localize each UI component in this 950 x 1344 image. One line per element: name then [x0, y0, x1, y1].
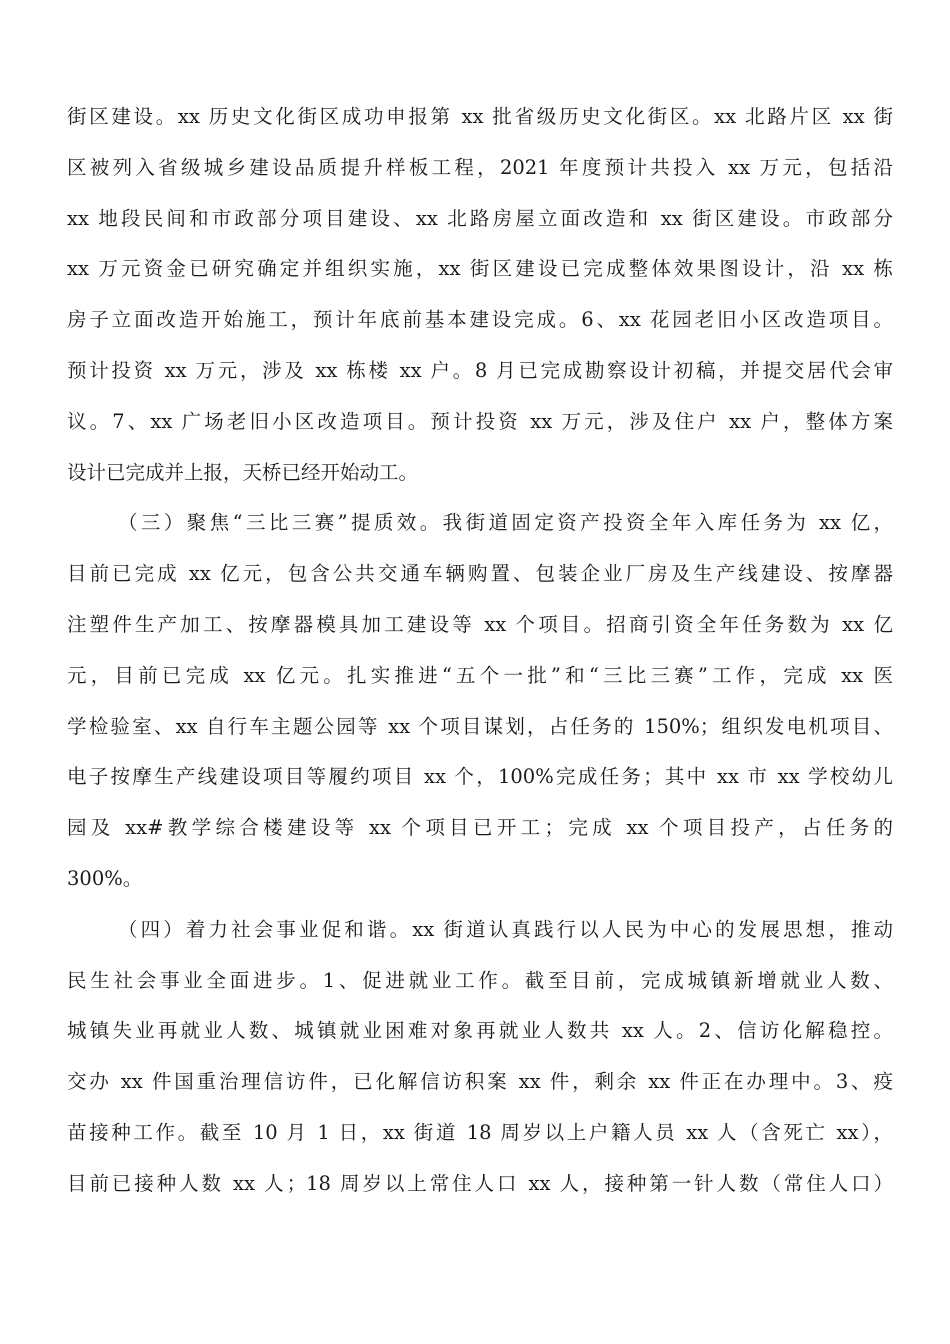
document-body — [67, 92, 893, 1210]
text-line: xx 万元资金已研究确定并组织实施，xx 街区建设已完成整体效果图设计，沿 xx 栋 — [67, 257, 893, 281]
text-line: 城镇失业再就业人数、城镇就业困难对象再就业人数共 xx 人。2、信访化解稳控。 — [67, 1019, 893, 1043]
text-line: 区被列入省级城乡建设品质提升样板工程，2021 年度预计共投入 xx 万元，包括沿 — [67, 155, 893, 179]
paragraph-section-four — [67, 905, 893, 1210]
text-line: 房子立面改造开始施工，预计年底前基本建设完成。6、xx 花园老旧小区改造项目。 — [67, 308, 893, 332]
text-line: 预计投资 xx 万元，涉及 xx 栋楼 xx 户。8 月已完成勘察设计初稿，并提交居代会审 — [67, 358, 893, 382]
text-line: 民生社会事业全面进步。1、促进就业工作。截至目前，完成城镇新增就业人数、 — [67, 968, 893, 992]
text-line: 学检验室、xx 自行车主题公园等 xx 个项目谋划，占任务的 150%；组织发电机项目、 — [67, 714, 893, 738]
text-line: （三）聚焦“三比三赛”提质效。我街道固定资产投资全年入库任务为 xx 亿， — [118, 511, 893, 535]
paragraph-section-three — [67, 498, 893, 904]
text-line: 注塑件生产加工、按摩器模具加工建设等 xx 个项目。招商引资全年任务数为 xx 亿 — [67, 612, 893, 636]
text-line: 园及 xx#教学综合楼建设等 xx 个项目已开工；完成 xx 个项目投产，占任务的 — [67, 816, 893, 840]
text-line: 电子按摩生产线建设项目等履约项目 xx 个，100%完成任务；其中 xx 市 xx 学校幼儿 — [67, 765, 893, 789]
text-line: 街区建设。xx 历史文化街区成功申报第 xx 批省级历史文化街区。xx 北路片区 xx 街 — [67, 105, 893, 128]
text-line: 元，目前已完成 xx 亿元。扎实推进“五个一批”和“三比三赛”工作，完成 xx 医 — [67, 663, 893, 687]
text-line: xx 地段民间和市政部分项目建设、xx 北路房屋立面改造和 xx 街区建设。市政部分 — [67, 206, 893, 230]
text-line: 300%。 — [67, 866, 143, 890]
text-line: 设计已完成并上报，天桥已经开始动工。 — [67, 460, 419, 484]
text-line: 议。7、xx 广场老旧小区改造项目。预计投资 xx 万元，涉及住户 xx 户，整体方案 — [67, 409, 893, 433]
paragraph-projects — [67, 92, 893, 498]
text-line: 交办 xx 件国重治理信访件，已化解信访积案 xx 件，剩余 xx 件正在办理中。3、疫 — [67, 1070, 893, 1094]
text-line: （四）着力社会事业促和谐。xx 街道认真践行以人民为中心的发展思想，推动 — [118, 917, 893, 941]
text-line: 目前已完成 xx 亿元，包含公共交通车辆购置、包装企业厂房及生产线建设、按摩器 — [67, 562, 893, 586]
text-line: 目前已接种人数 xx 人；18 周岁以上常住人口 xx 人，接种第一针人数（常住人口） — [67, 1171, 893, 1195]
text-line: 苗接种工作。截至 10 月 1 日，xx 街道 18 周岁以上户籍人员 xx 人（含死亡 xx）， — [67, 1120, 893, 1144]
